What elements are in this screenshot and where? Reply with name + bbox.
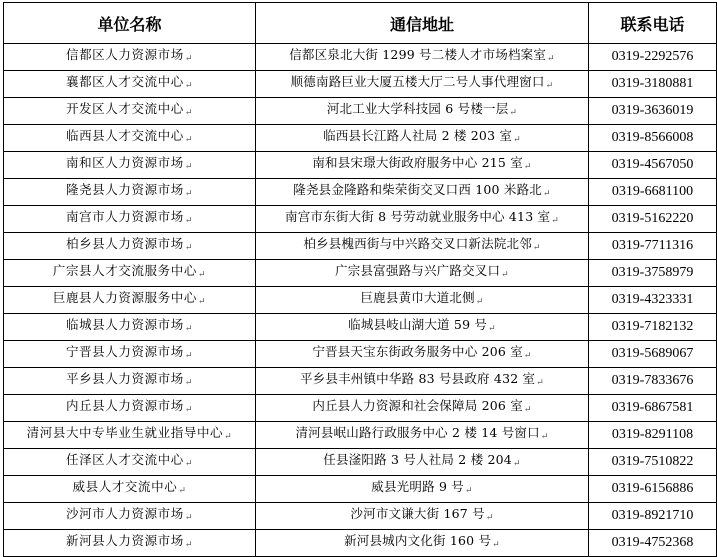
phone-cell: [589, 44, 717, 71]
address-cell: [256, 71, 589, 98]
paragraph-mark-icon: ↵: [513, 135, 521, 145]
phone-cell: [589, 233, 717, 260]
address-cell: [256, 368, 589, 395]
paragraph-mark-icon: ↵: [551, 216, 559, 226]
paragraph-mark-icon: ↵: [184, 162, 194, 172]
paragraph-mark-icon: ↵: [475, 297, 484, 307]
paragraph-mark-icon: ↵: [488, 324, 496, 334]
table-row: [4, 314, 717, 341]
phone-cell: [589, 530, 717, 557]
paragraph-mark-icon: ↵: [492, 540, 500, 550]
paragraph-mark-icon: ↵: [485, 513, 494, 523]
paragraph-mark-icon: ↵: [512, 459, 521, 469]
table-row: [4, 152, 717, 179]
phone-cell-text: 0319-7711316: [611, 238, 694, 253]
paragraph-mark-icon: ↵: [184, 54, 194, 64]
unit-name-cell: [4, 125, 256, 152]
phone-cell-text: 0319-6867581: [611, 400, 694, 415]
address-cell-text: 南和县宋璟大街政府服务中心 215 室: [312, 155, 523, 170]
unit-name-cell: [4, 287, 256, 314]
address-cell-text: 顺德南路巨业大厦五楼大厅二号人事代理窗口: [290, 74, 545, 89]
phone-cell: [589, 152, 717, 179]
paragraph-mark-icon: ↵: [547, 54, 555, 64]
phone-cell: [589, 260, 717, 287]
unit-name-cell: [4, 503, 256, 530]
paragraph-mark-icon: ↵: [184, 324, 194, 334]
unit-name-cell: [4, 449, 256, 476]
paragraph-mark-icon: ↵: [523, 405, 532, 415]
header-unit-name: 单位名称: [4, 3, 256, 44]
phone-cell: [589, 287, 717, 314]
table-row: [4, 341, 717, 368]
unit-name-cell-text: 平乡县人力资源市场: [65, 371, 184, 386]
unit-name-cell-text: 任泽区人才交流中心: [65, 452, 184, 467]
address-cell-text: 新河县城内文化街 160 号: [344, 533, 492, 548]
table-row: [4, 395, 717, 422]
phone-cell-text: 0319-7833676: [611, 373, 694, 388]
unit-name-cell: [4, 179, 256, 206]
phone-cell-text: 0319-8291108: [611, 427, 694, 442]
unit-name-cell-text: 南和区人力资源市场: [65, 155, 184, 170]
address-cell-text: 柏乡县槐西街与中兴路交叉口新法院北邻: [303, 236, 532, 251]
address-cell: [256, 314, 589, 341]
paragraph-mark-icon: ↵: [184, 513, 194, 523]
phone-cell: [589, 449, 717, 476]
unit-name-cell: [4, 260, 256, 287]
unit-name-cell-text: 内丘县人力资源市场: [65, 398, 184, 413]
address-cell: [256, 422, 589, 449]
address-cell: [256, 530, 589, 557]
address-cell-text: 临西县长江路人社局 2 楼 203 室: [323, 128, 513, 143]
table-row: [4, 233, 717, 260]
table-row: [4, 476, 717, 503]
table-row: [4, 368, 717, 395]
paragraph-mark-icon: ↵: [523, 351, 532, 361]
unit-name-cell: [4, 314, 256, 341]
phone-cell-text: 0319-5689067: [611, 346, 694, 361]
address-cell: [256, 260, 589, 287]
table-row: [4, 71, 717, 98]
phone-cell: [589, 422, 717, 449]
unit-name-cell-text: 信都区人力资源市场: [65, 47, 184, 62]
address-cell-text: 沙河市文谦大街 167 号: [350, 506, 485, 521]
contact-table: [3, 2, 717, 557]
unit-name-cell-text: 威县人才交流中心: [72, 479, 178, 494]
phone-cell-text: 0319-3180881: [611, 76, 694, 91]
phone-cell: [589, 368, 717, 395]
address-cell: [256, 152, 589, 179]
unit-name-cell: [4, 152, 256, 179]
address-cell-text: 威县光明路 9 号: [371, 479, 464, 494]
phone-cell-text: 0319-3636019: [611, 103, 694, 118]
address-cell: [256, 341, 589, 368]
unit-name-cell-text: 开发区人才交流中心: [65, 101, 184, 116]
paragraph-mark-icon: ↵: [501, 270, 509, 280]
unit-name-cell-text: 襄都区人才交流中心: [65, 74, 184, 89]
unit-name-cell-text: 南宫市人力资源市场: [65, 209, 184, 224]
unit-name-cell: [4, 368, 256, 395]
table-row: [4, 530, 717, 557]
unit-name-cell-text: 临西县人才交流中心: [65, 128, 184, 143]
unit-name-cell: [4, 395, 256, 422]
paragraph-mark-icon: ↵: [184, 243, 194, 253]
paragraph-mark-icon: ↵: [536, 378, 544, 388]
paragraph-mark-icon: ↵: [184, 135, 194, 145]
paragraph-mark-icon: ↵: [184, 378, 194, 388]
table-body: [4, 44, 717, 557]
address-cell: [256, 98, 589, 125]
paragraph-mark-icon: ↵: [545, 81, 554, 91]
phone-cell: [589, 98, 717, 125]
address-cell-text: 任县滏阳路 3 号人社局 2 楼 204: [323, 452, 512, 467]
unit-name-cell: [4, 341, 256, 368]
phone-cell-text: 0319-7182132: [611, 319, 694, 334]
paragraph-mark-icon: ↵: [197, 270, 207, 280]
table-row: [4, 287, 717, 314]
paragraph-mark-icon: ↵: [464, 486, 473, 496]
unit-name-cell-text: 新河县人力资源市场: [65, 533, 184, 548]
table-row: [4, 179, 717, 206]
unit-name-cell: [4, 206, 256, 233]
paragraph-mark-icon: ↵: [178, 486, 187, 496]
address-cell-text: 隆尧县金隆路和柴荣街交叉口西 100 米路北: [293, 182, 542, 197]
unit-name-cell-text: 沙河市人力资源市场: [65, 506, 184, 521]
paragraph-mark-icon: ↵: [184, 351, 194, 361]
unit-name-cell-text: 隆尧县人力资源市场: [65, 182, 184, 197]
phone-cell-text: 0319-5162220: [611, 211, 694, 226]
table-row: [4, 206, 717, 233]
paragraph-mark-icon: ↵: [197, 297, 207, 307]
paragraph-mark-icon: ↵: [532, 243, 541, 253]
phone-cell-text: 0319-2292576: [611, 49, 694, 64]
unit-name-cell-text: 清河县大中专毕业生就业指导中心: [26, 425, 224, 440]
address-cell: [256, 449, 589, 476]
phone-cell: [589, 179, 717, 206]
paragraph-mark-icon: ↵: [184, 81, 194, 91]
address-cell-text: 南宫市东街大街 8 号劳动就业服务中心 413 室: [285, 209, 551, 224]
unit-name-cell-text: 宁晋县人力资源市场: [65, 344, 184, 359]
paragraph-mark-icon: ↵: [540, 432, 549, 442]
phone-cell-text: 0319-7510822: [611, 454, 694, 469]
address-cell: [256, 476, 589, 503]
address-cell-text: 河北工业大学科技园 6 号楼一层: [326, 101, 509, 116]
paragraph-mark-icon: ↵: [509, 108, 518, 118]
paragraph-mark-icon: ↵: [542, 189, 551, 199]
phone-cell: [589, 395, 717, 422]
table-row: [4, 422, 717, 449]
unit-name-cell-text: 临城县人力资源市场: [65, 317, 184, 332]
address-cell-text: 内丘县人力资源和社会保障局 206 室: [312, 398, 523, 413]
unit-name-cell: [4, 44, 256, 71]
table-header-row: [4, 3, 717, 44]
phone-cell: [589, 206, 717, 233]
address-cell-text: 巨鹿县黄巾大道北侧: [360, 290, 475, 305]
paragraph-mark-icon: ↵: [184, 405, 194, 415]
phone-cell-text: 0319-6681100: [611, 184, 694, 199]
table-row: [4, 125, 717, 152]
phone-cell-text: 0319-3758979: [611, 265, 694, 280]
address-cell-text: 信都区泉北大街 1299 号二楼人才市场档案室: [289, 47, 547, 62]
phone-cell: [589, 503, 717, 530]
address-cell: [256, 233, 589, 260]
unit-name-cell: [4, 98, 256, 125]
unit-name-cell: [4, 71, 256, 98]
paragraph-mark-icon: ↵: [184, 540, 194, 550]
address-cell: [256, 179, 589, 206]
unit-name-cell: [4, 233, 256, 260]
table-row: [4, 98, 717, 125]
phone-cell: [589, 341, 717, 368]
phone-cell-text: 0319-4567050: [611, 157, 694, 172]
table-row: [4, 44, 717, 71]
phone-cell-text: 0319-8566008: [611, 130, 694, 145]
paragraph-mark-icon: ↵: [184, 216, 194, 226]
table-row: [4, 449, 717, 476]
paragraph-mark-icon: ↵: [523, 162, 532, 172]
phone-cell-text: 0319-4323331: [611, 292, 694, 307]
address-cell: [256, 206, 589, 233]
address-cell-text: 广宗县富强路与兴广路交叉口: [335, 263, 501, 278]
phone-cell: [589, 476, 717, 503]
table-row: [4, 260, 717, 287]
address-cell: [256, 125, 589, 152]
phone-cell: [589, 71, 717, 98]
phone-cell: [589, 314, 717, 341]
phone-cell-text: 0319-8921710: [611, 508, 694, 523]
address-cell-text: 清河县岷山路行政服务中心 2 楼 14 号窗口: [295, 425, 540, 440]
paragraph-mark-icon: ↵: [184, 108, 194, 118]
phone-cell-text: 0319-6156886: [611, 481, 694, 496]
header-phone: 联系电话: [589, 3, 717, 44]
unit-name-cell: [4, 422, 256, 449]
address-cell-text: 宁晋县天宝东街政务服务中心 206 室: [312, 344, 523, 359]
unit-name-cell: [4, 530, 256, 557]
unit-name-cell-text: 巨鹿县人力资源服务中心: [52, 290, 197, 305]
header-address: 通信地址: [256, 3, 589, 44]
phone-cell-text: 0319-4752368: [611, 535, 694, 550]
phone-cell: [589, 125, 717, 152]
paragraph-mark-icon: ↵: [224, 432, 233, 442]
address-cell-text: 平乡县丰州镇中华路 83 号县政府 432 室: [299, 371, 536, 386]
paragraph-mark-icon: ↵: [184, 189, 194, 199]
unit-name-cell: [4, 476, 256, 503]
address-cell: [256, 503, 589, 530]
address-cell: [256, 395, 589, 422]
address-cell: [256, 287, 589, 314]
table-row: [4, 503, 717, 530]
address-cell: [256, 44, 589, 71]
unit-name-cell-text: 柏乡县人力资源市场: [65, 236, 184, 251]
unit-name-cell-text: 广宗县人才交流服务中心: [52, 263, 197, 278]
paragraph-mark-icon: ↵: [184, 459, 194, 469]
address-cell-text: 临城县岐山湖大道 59 号: [348, 317, 488, 332]
